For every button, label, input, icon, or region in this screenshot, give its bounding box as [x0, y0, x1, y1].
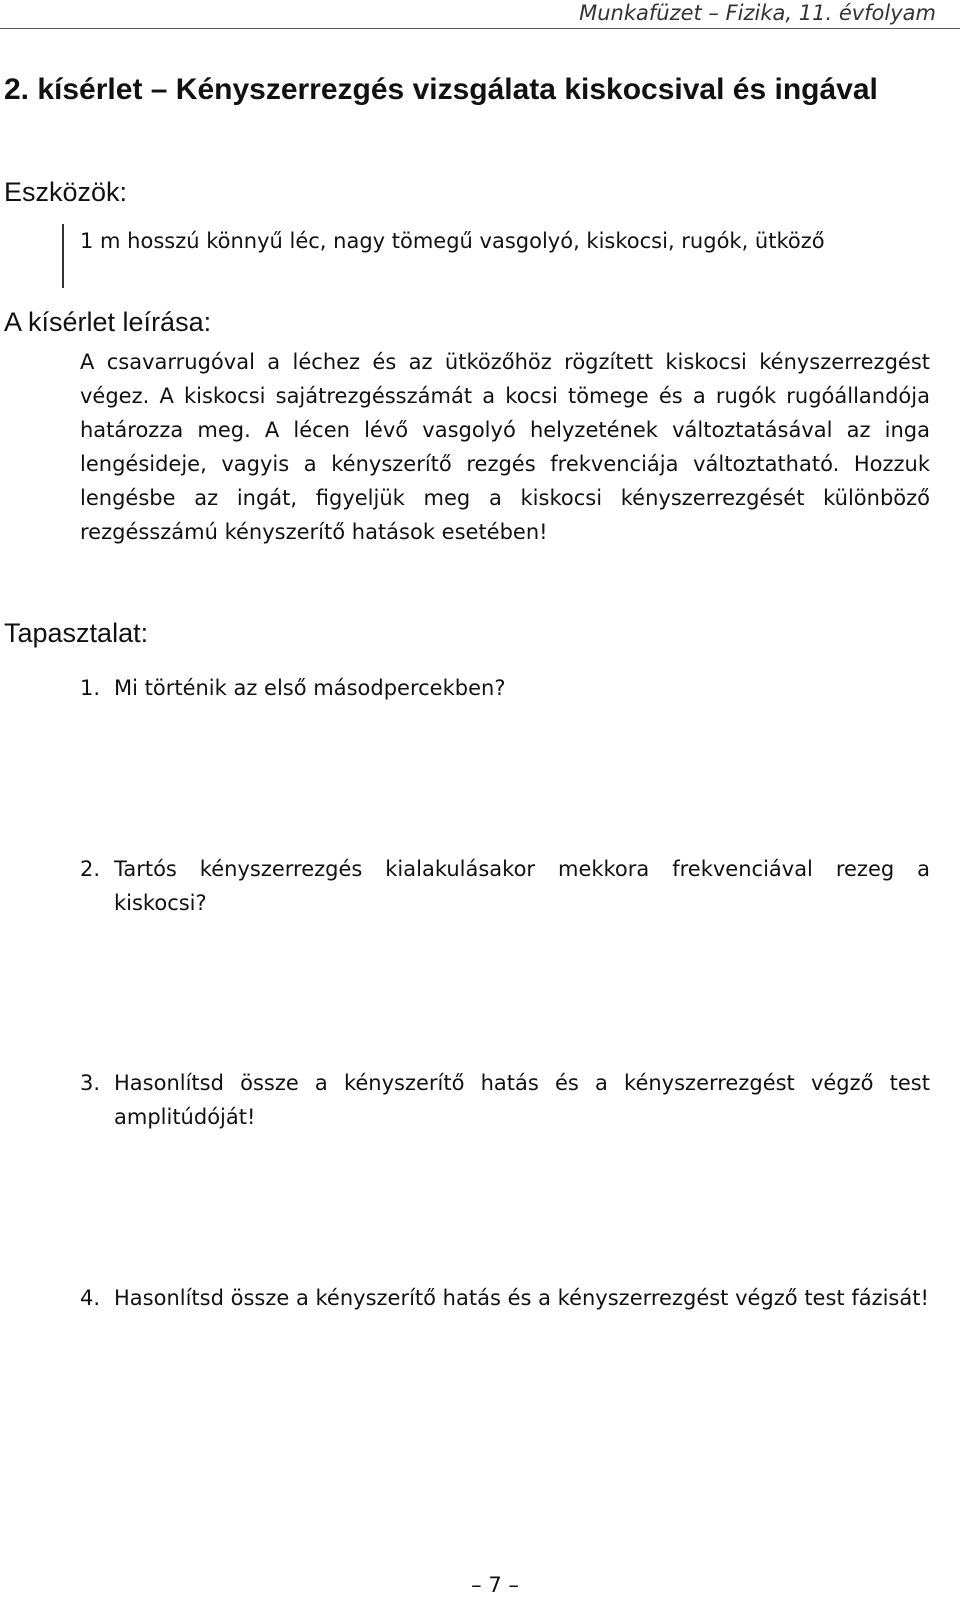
question-text: Hasonlítsd össze a kényszerítő hatás és a kényszerrezgést végző test fázisát!: [114, 1286, 929, 1310]
tools-box: [62, 224, 960, 288]
question-text: Mi történik az első másodpercekben?: [114, 676, 506, 700]
question-number: 4.: [80, 1286, 101, 1310]
question-number: 3.: [80, 1071, 101, 1095]
question-number: 2.: [80, 857, 101, 881]
question-text: Tartós kényszerrezgés kialakulásakor mekkora frekvenciával rezeg a kiskocsi?: [114, 857, 930, 915]
tools-heading: Eszközök:: [4, 177, 128, 207]
question-4: [80, 1281, 930, 1315]
tools-list: 1 m hosszú könnyű léc, nagy tömegű vasgolyó, kiskocsi, rugók, ütköző: [80, 229, 825, 253]
question-2: [80, 852, 930, 920]
question-number: 1.: [80, 676, 101, 700]
question-1: [80, 671, 930, 705]
page-number: – 7 –: [471, 1573, 519, 1597]
experiment-title: 2. kísérlet – Kényszerrezgés vizsgálata kiskocsival és ingával: [4, 73, 878, 106]
description-heading: A kísérlet leírása:: [4, 307, 212, 337]
question-3: [80, 1066, 930, 1134]
observations-heading: Tapasztalat:: [4, 618, 149, 648]
header-divider: [0, 28, 960, 29]
description-text: A csavarrugóval a léchez és az ütközőhöz rögzített kiskocsi kényszerrezgést végez. A kiskocsi sajátrezgésszámát a kocsi tömege és a rugók rugóállandója határozza meg. A lécen lévő vasgolyó helyzetének változtatásával az inga lengésideje, vagyis a kényszerítő rezgés frekvenciája változtatható. Hozzuk lengésbe az ingát, figyeljük meg a kiskocsi kényszerrezgését különböző rezgésszámú kényszerítő hatások esetében!: [80, 350, 930, 544]
running-header: Munkafüzet – Fizika, 11. évfolyam: [579, 1, 936, 25]
question-text: Hasonlítsd össze a kényszerítő hatás és a kényszerrezgést végző test amplitúdóját!: [114, 1071, 930, 1129]
